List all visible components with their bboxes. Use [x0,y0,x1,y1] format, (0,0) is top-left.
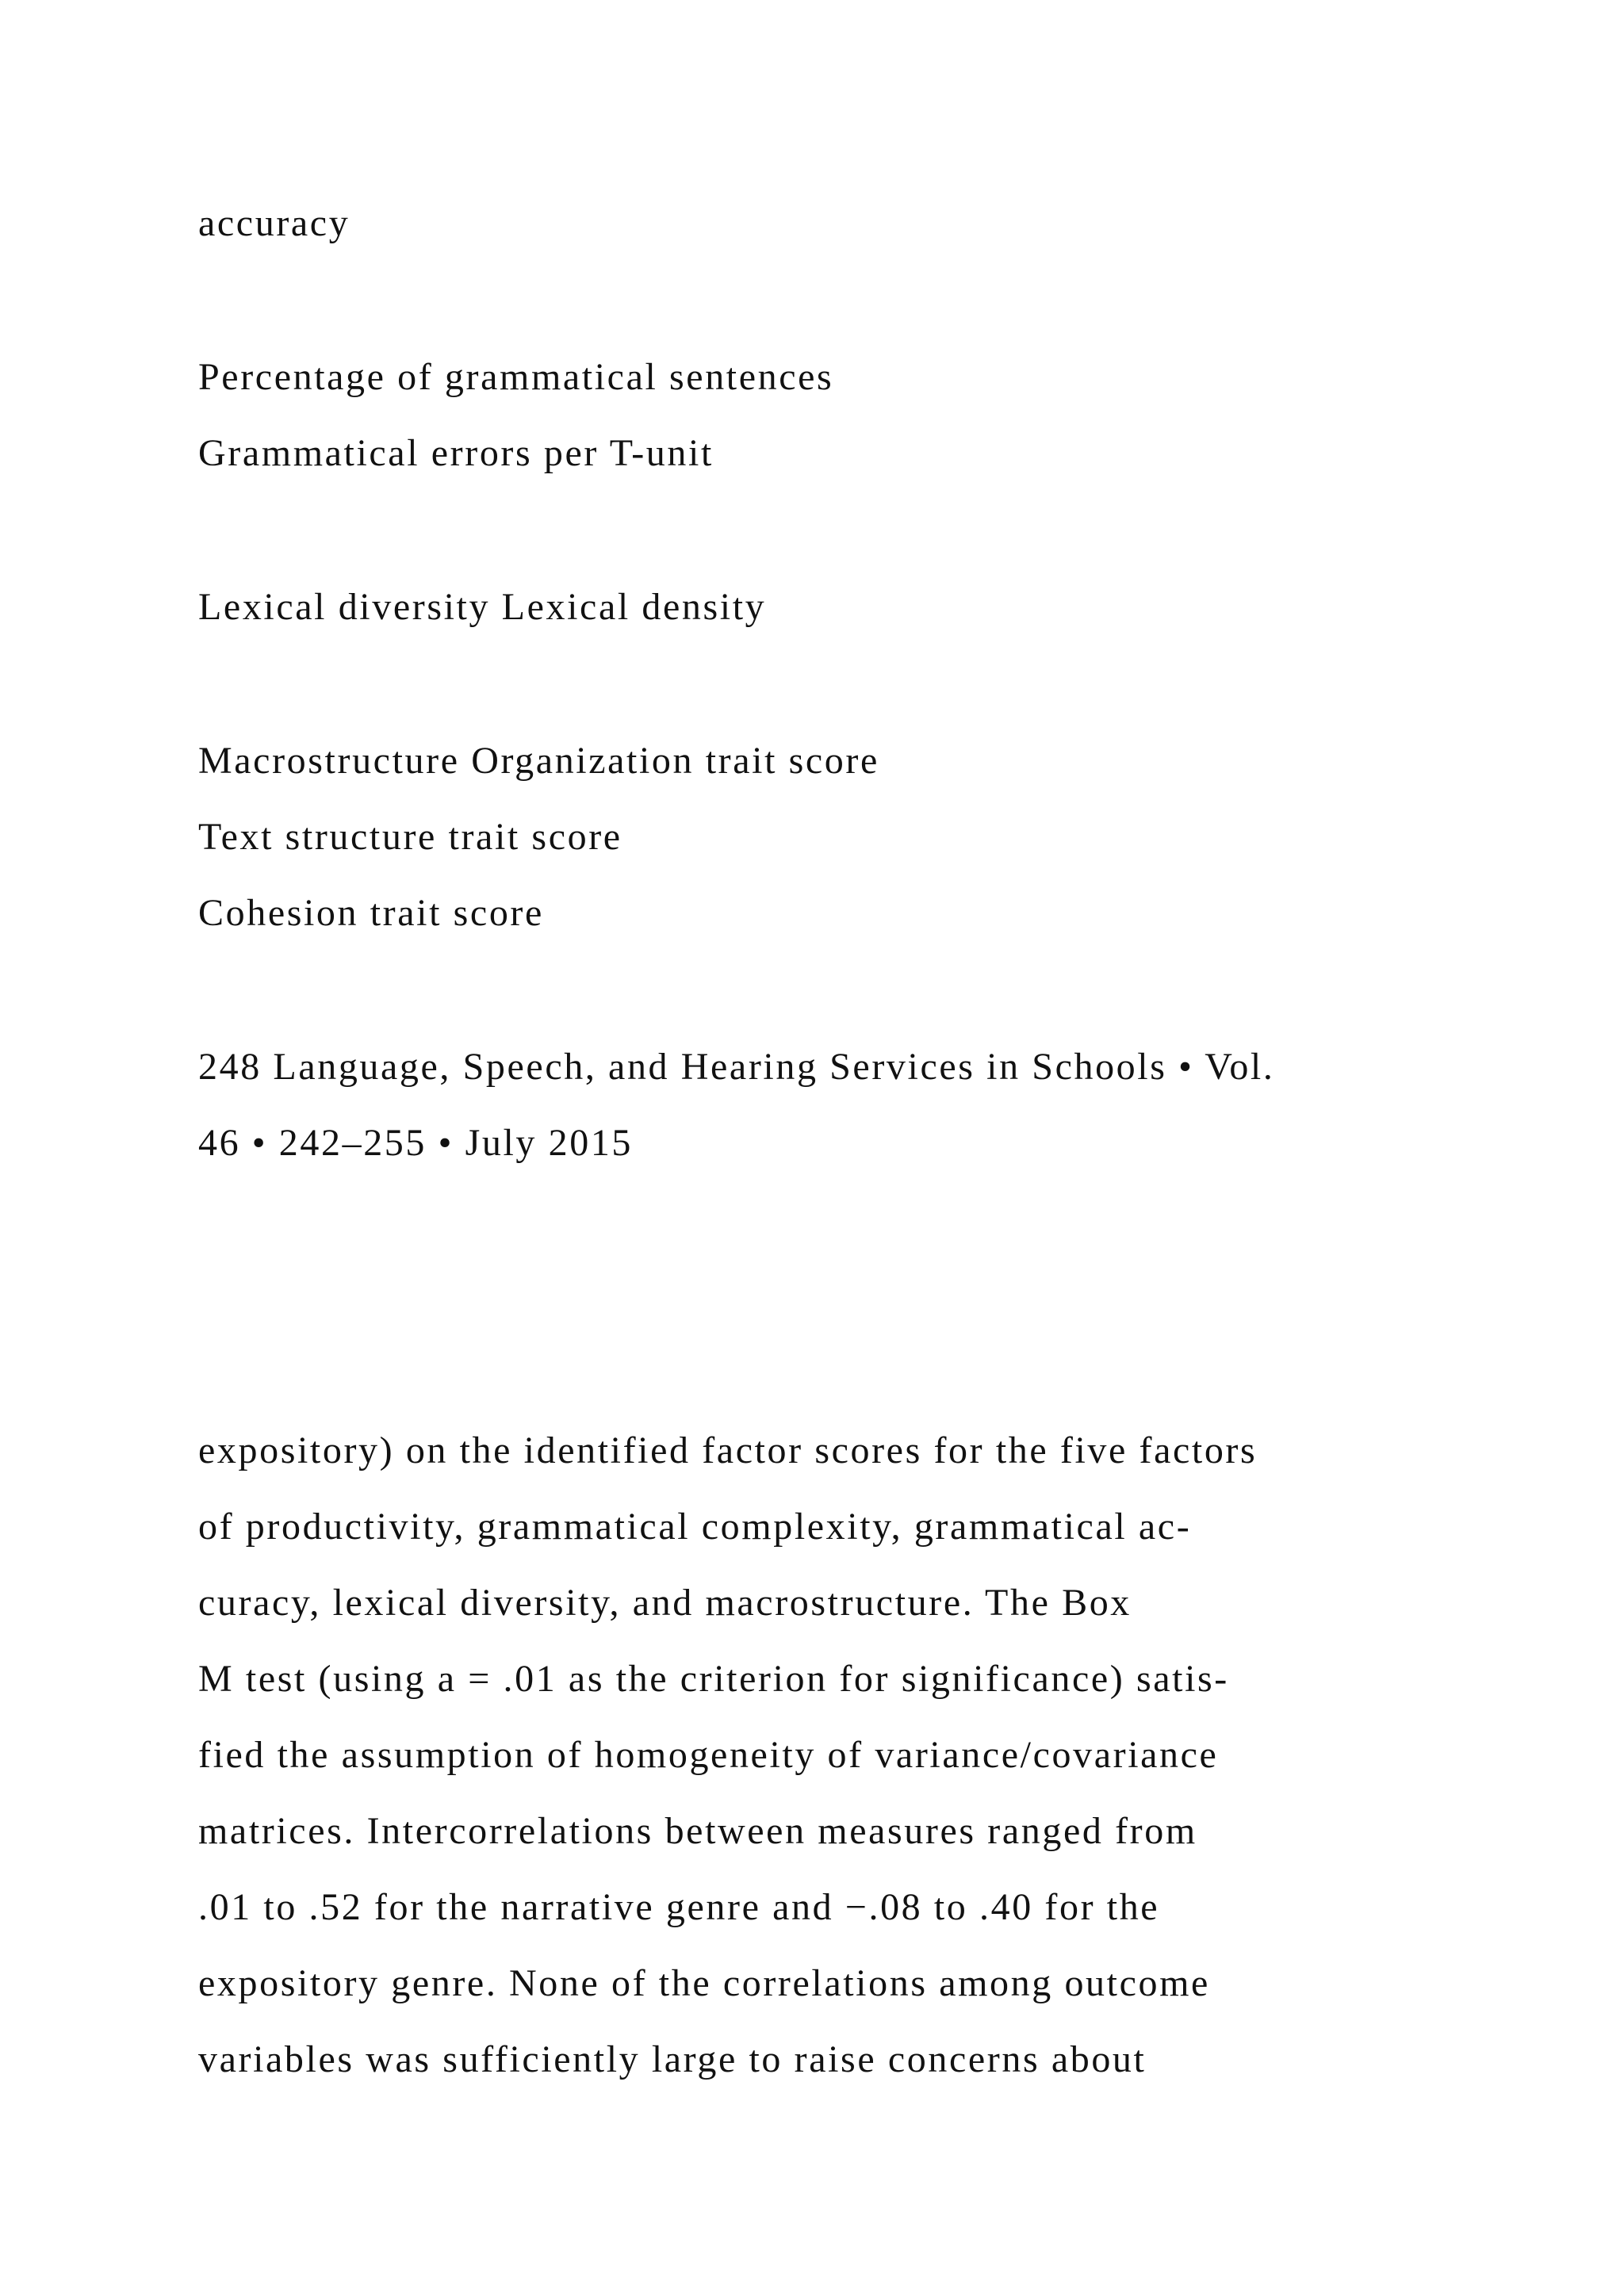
text-line-accuracy: accuracy [198,202,350,244]
body-line-4: M test (using a = .01 as the criterion for significance) satis- [198,1658,1229,1700]
text-line-text-structure: Text structure trait score [198,816,622,858]
text-line-grammatical-errors: Grammatical errors per T-unit [198,432,714,474]
text-line-macrostructure: Macrostructure Organization trait score [198,740,879,782]
text-line-cohesion: Cohesion trait score [198,892,544,934]
text-line-grammatical-sentences: Percentage of grammatical sentences [198,356,834,398]
body-line-6: matrices. Intercorrelations between measures ranged from [198,1810,1197,1852]
body-line-7: .01 to .52 for the narrative genre and −.08 to .40 for the [198,1886,1160,1928]
text-line-lexical: Lexical diversity Lexical density [198,586,767,628]
body-line-9: variables was sufficiently large to raise concerns about [198,2038,1147,2080]
body-line-2: of productivity, grammatical complexity, grammatical ac- [198,1506,1192,1548]
citation-line-1: 248 Language, Speech, and Hearing Services in Schools • Vol. [198,1046,1275,1088]
body-line-1: expository) on the identified factor scores for the five factors [198,1429,1258,1471]
body-line-3: curacy, lexical diversity, and macrostructure. The Box [198,1582,1132,1624]
body-line-8: expository genre. None of the correlations among outcome [198,1962,1210,2004]
citation-line-2: 46 • 242–255 • July 2015 [198,1122,634,1164]
body-line-5: fied the assumption of homogeneity of variance/covariance [198,1734,1219,1776]
